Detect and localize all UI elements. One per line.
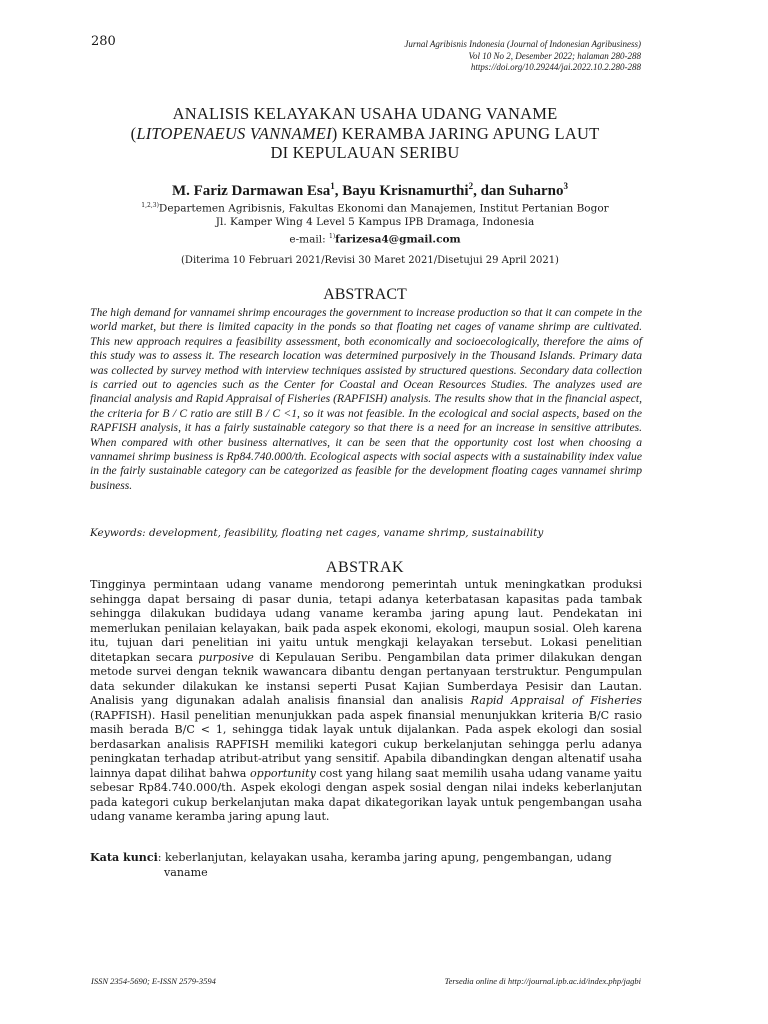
footer-issn: ISSN 2354-5690; E-ISSN 2579-3594 <box>91 976 216 986</box>
affiliation-email-line <box>110 230 640 247</box>
abstrak-part-2: di Kepulauan Seribu. Pengambilan data primer dilakukan dengan metode survei dengan teknik wawancara dibantu dengan pertanyaan terstruktur. Pengumpulan data sekunder dilakukan ke instansi seperti Pusat Kajian Sumberdaya Pesisir dan Lautan. Analisis yang digunakan adalah analisis finansial dan analisis <box>90 650 642 707</box>
affiliation-address: Jl. Kamper Wing 4 Level 5 Kampus IPB Dramaga, Indonesia <box>215 216 535 229</box>
abstrak-rapfish: Rapid Appraisal of Fisheries <box>470 694 642 707</box>
affiliation-dept: Departemen Agribisnis, Fakultas Ekonomi dan Manajemen, Institut Pertanian Bogor <box>158 202 609 215</box>
author-1: M. Fariz Darmawan Esa <box>171 183 331 199</box>
kata-kunci-label: Kata kunci <box>90 851 158 864</box>
author-3: , dan Suharno <box>473 183 564 199</box>
abstrak-heading: ABSTRAK <box>325 559 405 576</box>
affiliation-line-1 <box>110 199 640 216</box>
journal-header <box>404 39 641 74</box>
title-line-1: ANALISIS KELAYAKAN USAHA UDANG VANAME <box>172 104 558 123</box>
journal-doi: https://doi.org/10.29244/jai.2022.10.2.280-288 <box>470 62 641 72</box>
paper-title <box>90 104 640 163</box>
kata-kunci-terms: : keberlanjutan, kelayakan usaha, keramba jaring apung, pengembangan, udang <box>157 851 612 864</box>
abstract-body: The high demand for vannamei shrimp encourages the government to increase production so that it can compete in the world market, but there is limited capacity in the ponds so that floating net cages of vaname shrimp are cultivated. This new approach requires a feasibility assessment, both economically and socioecologically, therefore the aims of this study was to assess it. The research location was determined purposively in the Thousand Islands. Primary data was collected by survey method with interview techniques assisted by structured questions. Secondary data collection is carried out to agencies such as the Center for Coastal and Ocean Resources Studies. The analyzes used are financial analysis and Rapid Appraisal of Fisheries (RAPFISH) analysis. The results show that in the financial aspect, the criteria for B / C ratio are still B / C <1, so it was not feasible. In the ecological and social aspects, based on the RAPFISH analysis, it has a fairly sustainable category so that there is a need for an increase in sensitive attributes. When compared with other business alternatives, it can be seen that the opportunity cost lost when choosing a vannamei shrimp business is Rp84.740.000/th. Ecological aspects with social aspects with a sustainability index value in the fairly sustainable category can be categorized as feasible for the development floating cages vannamei shrimp business. <box>90 306 642 492</box>
author-2-sup: 2 <box>468 181 474 191</box>
abstrak-part-1: Tingginya permintaan udang vaname mendorong pemerintah untuk meningkatkan produksi sehingga dapat bersaing di pasar dunia, tetapi adanya keterbatasan kapasitas pada tambak sehingga dilakukan budidaya udang vaname keramba jaring apung laut. Pendekatan ini memerlukan penilaian kelayakan, baik pada aspek ekonomi, ekologi, maupun sosial. Oleh karena itu, tujuan dari penelitian ini yaitu untuk mengkaji kelayakan tersebut. Lokasi penelitian ditetapkan secara <box>90 578 642 664</box>
affiliation <box>110 199 640 247</box>
author-list <box>90 181 650 200</box>
abstract-heading: ABSTRACT <box>323 286 407 303</box>
title-line-3: DI KEPULAUAN SERIBU <box>270 143 460 162</box>
title-line-2 <box>90 124 640 144</box>
title-line-2-rest: ) KERAMBA JARING APUNG LAUT <box>331 123 600 143</box>
author-1-sup: 1 <box>330 181 335 191</box>
journal-name: Jurnal Agribisnis Indonesia (Journal of Indonesian Agribusiness) <box>404 39 641 49</box>
submission-dates: (Diterima 10 Februari 2021/Revisi 30 Maret 2021/Disetujui 29 April 2021) <box>181 255 559 266</box>
abstrak-body <box>90 578 642 825</box>
keywords: Keywords: development, feasibility, floating net cages, vaname shrimp, sustainability <box>90 527 544 539</box>
author-3-sup: 3 <box>563 181 569 191</box>
email-link[interactable]: farizesa4@gmail.com <box>335 233 461 246</box>
kata-kunci-terms-cont: vaname <box>164 865 208 879</box>
abstrak-purposive: purposive <box>198 650 254 664</box>
title-species: LITOPENAEUS VANNAMEI <box>136 123 332 143</box>
journal-volume: Vol 10 No 2, Desember 2022; halaman 280-288 <box>468 50 641 61</box>
author-2: , Bayu Krisnamurthi <box>334 183 469 199</box>
footer-online-link[interactable]: Tersedia online di http://journal.ipb.ac.id/index.php/jagbi <box>444 976 641 986</box>
abstrak-part-3: (RAPFISH). Hasil penelitian menunjukkan pada aspek finansial menunjukkan kriteria B/C rasio masih berada B/C < 1, sehingga tidak layak untuk dijalankan. Pada aspek ekologi dan sosial berdasarkan analisis RAPFISH memiliki kategori cukup berkelanjutan sehingga perlu adanya peningkatan terhadap atribut-atribut yang sensitif. Apabila dibandingkan dengan altenatif usaha lainnya dapat dilihat bahwa <box>90 708 642 780</box>
affiliation-sup: 1,2,3) <box>141 202 159 209</box>
abstrak-part-4: cost yang hilang saat memilih usaha udang vaname yaitu sebesar Rp84.740.000/th. Aspek ekologi dengan aspek sosial dengan nilai indeks keberlanjutan pada kategori cukup berkelanjutan maka dapat dikategorikan layak untuk pengembangan usaha udang vaname keramba jaring apung laut. <box>90 766 643 823</box>
abstrak-opportunity: opportunity <box>249 766 316 780</box>
email-label: e-mail: <box>289 233 329 246</box>
title-paren: ( <box>130 123 137 143</box>
kata-kunci <box>90 851 642 880</box>
page-number: 280 <box>91 34 116 49</box>
email-sup: 1) <box>329 232 336 240</box>
